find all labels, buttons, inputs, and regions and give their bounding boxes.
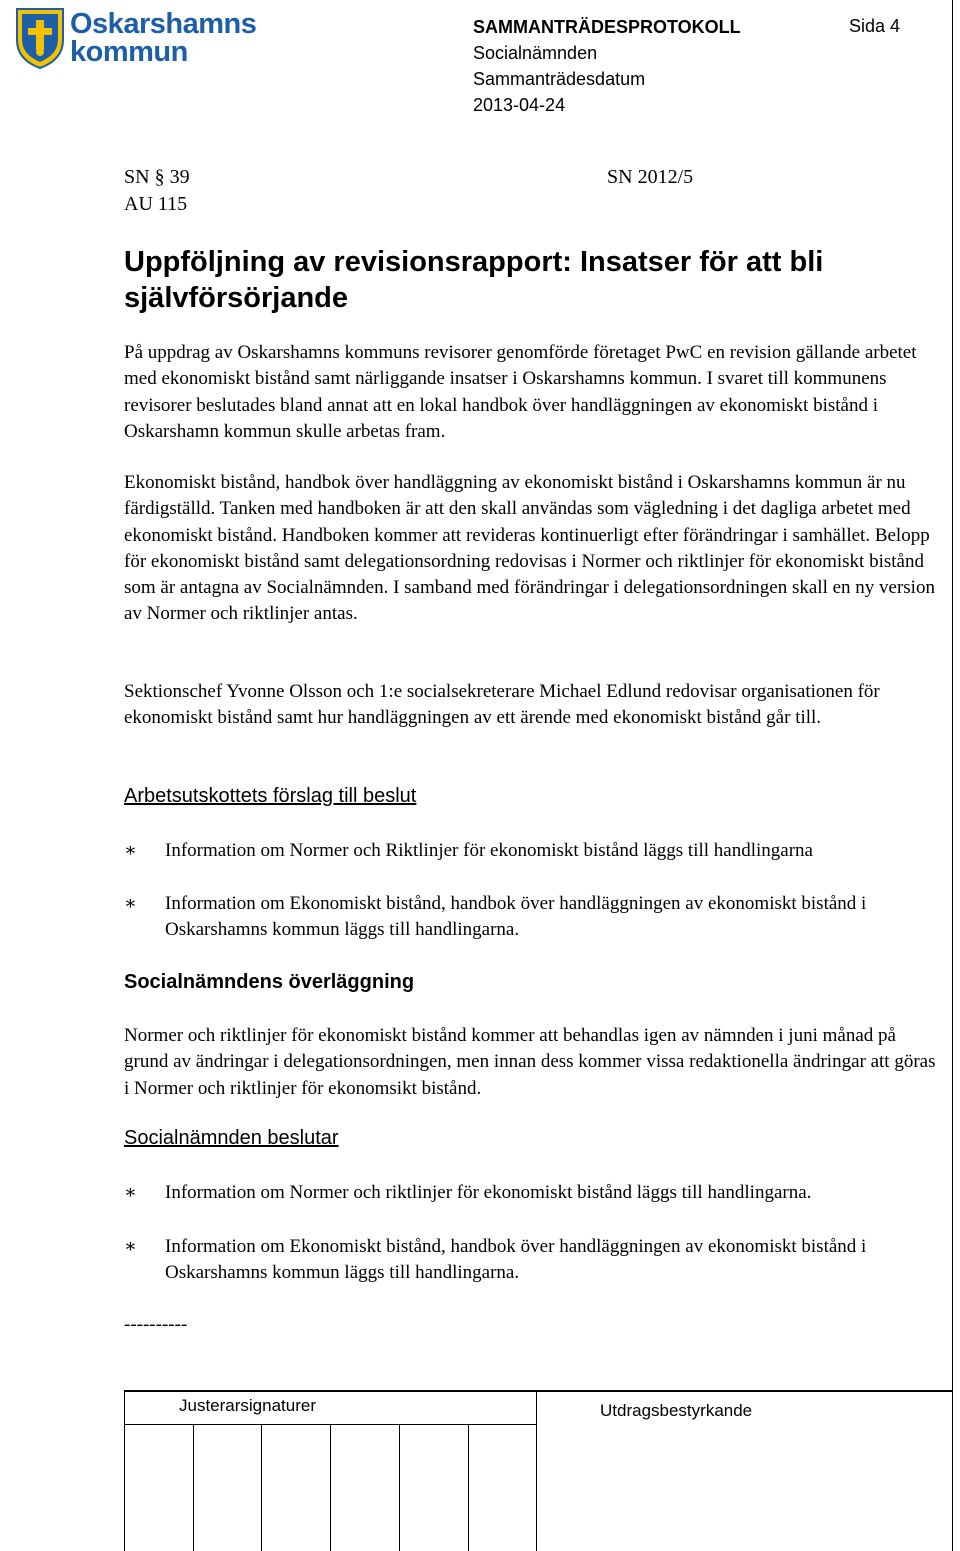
table-divider (468, 1424, 469, 1551)
deliberation-heading: Socialnämndens överläggning (124, 971, 415, 993)
list-item (124, 1234, 936, 1287)
table-top-rule (124, 1390, 952, 1392)
document-header (473, 14, 741, 118)
logo-wordmark (70, 10, 256, 66)
committee-name: Socialnämnden (473, 43, 598, 63)
margin-rule (952, 0, 953, 1551)
page-number: Sida 4 (849, 16, 901, 36)
table-divider (261, 1424, 262, 1551)
logo-line-1: Oskarshamns (70, 8, 257, 40)
end-separator: ---------- (124, 1314, 188, 1335)
bullet-icon: ∗ (124, 1182, 137, 1203)
signatures-label: Justerarsignaturer (179, 1396, 317, 1415)
document-type: SAMMANTRÄDESPROTOKOLL (473, 17, 741, 37)
list-item (124, 891, 936, 944)
signature-table (124, 1390, 952, 1551)
list-item (124, 838, 936, 891)
meeting-date: 2013-04-24 (473, 95, 566, 115)
proposal-heading: Arbetsutskottets förslag till beslut (124, 785, 417, 807)
paragraph-presentation: Sektionschef Yvonne Olsson och 1:e socialsekreterare Michael Edlund redovisar organisationen för ekonomiskt bistånd samt hur handläggningen av ett ärende med ekonomiskt bistånd går till. (124, 681, 880, 729)
list-item-text: Information om Normer och riktlinjer för ekonomiskt bistånd läggs till handlingarna. (165, 1182, 812, 1203)
meeting-date-label: Sammanträdesdatum (473, 69, 646, 89)
paragraph-handbook: Ekonomiskt bistånd, handbok över handläggning av ekonomiskt bistånd i Oskarshamns kommun är nu färdigställd. Tanken med handboken är att den skall användas som vägledning i det dagliga arbetet med ekonomiskt bistånd. Handboken kommer att revideras kontinuerligt efter förändringar i samhället. Belopp för ekonomiskt bistånd samt delegationsordning redovisas i Normer och riktlinjer för ekonomiskt bistånd som är antagna av Socialnämnden. I samband med förändringar i delegationsordningen skall en ny version av Normer och riktlinjer antas. (124, 472, 935, 625)
section-number: SN § 39 (124, 166, 190, 188)
deliberation-text: Normer och riktlinjer för ekonomiskt bistånd kommer att behandlas igen av nämnden i juni månad på grund av ändringar i delegationsordningen, men innan dess kommer vissa redaktionella ändringar att göras i Normer och riktlinjer för ekonomsikt bistånd. (124, 1025, 936, 1099)
au-number: AU 115 (124, 193, 188, 215)
case-number: SN 2012/5 (607, 166, 694, 188)
coat-of-arms-icon (14, 6, 66, 70)
list-item-text: Information om Ekonomiskt bistånd, handbok över handläggningen av ekonomiskt bistånd i Oskarshamns kommun läggs till handlingarna. (165, 1236, 867, 1284)
table-left-rule (124, 1390, 125, 1551)
list-item-text: Information om Ekonomiskt bistånd, handbok över handläggningen av ekonomiskt bistånd i Oskarshamns kommun läggs till handlingarna. (165, 893, 867, 941)
table-divider (330, 1424, 331, 1551)
decision-heading: Socialnämnden beslutar (124, 1127, 339, 1149)
table-divider (193, 1424, 194, 1551)
table-divider (536, 1390, 537, 1551)
table-inner-rule (124, 1424, 536, 1425)
page-title: Uppföljning av revisionsrapport: Insatser för att bli självförsörjande (124, 246, 824, 314)
logo-line-2: kommun (70, 36, 188, 68)
bullet-icon: ∗ (124, 893, 137, 914)
certified-label: Utdragsbestyrkande (600, 1401, 753, 1420)
bullet-icon: ∗ (124, 1236, 137, 1257)
table-divider (399, 1424, 400, 1551)
paragraph-background: På uppdrag av Oskarshamns kommuns revisorer genomförde företaget PwC en revision gällande arbetet med ekonomiskt bistånd samt närliggande insatser i Oskarshamns kommun. I svaret till kommunens revisorer beslutades bland annat att en lokal handbok över handläggningen av ekonomiskt bistånd i Oskarshamn kommun skulle arbetas fram. (124, 342, 917, 442)
list-item (124, 1180, 936, 1233)
list-item-text: Information om Normer och Riktlinjer för ekonomiskt bistånd läggs till handlingarna (165, 840, 813, 861)
bullet-icon: ∗ (124, 840, 137, 861)
